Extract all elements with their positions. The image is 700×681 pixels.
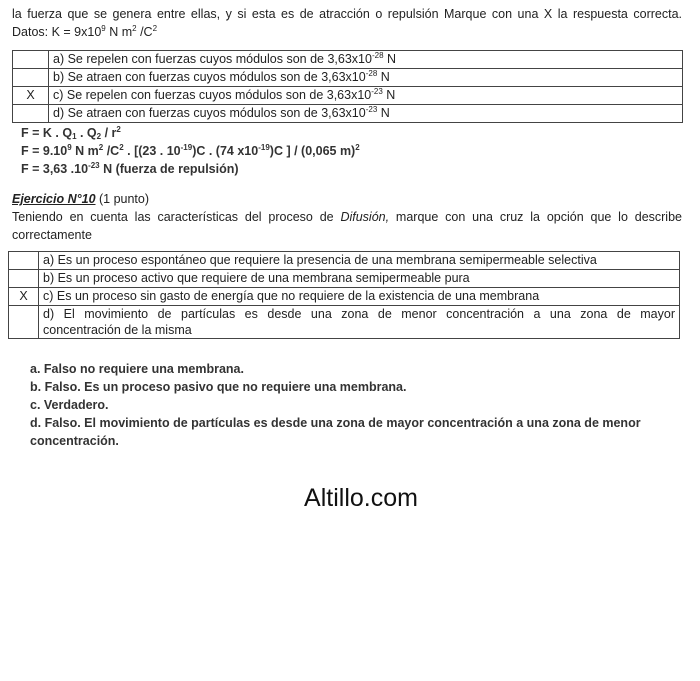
option-c[interactable]: c) Es un proceso sin gasto de energía que no requiere de la existencia de una membrana xyxy=(39,288,680,306)
table-row[interactable] xyxy=(9,306,680,339)
mark-cell[interactable] xyxy=(9,270,39,288)
options-table-1 xyxy=(12,50,683,123)
question-line: Teniendo en cuenta las características del proceso de Difusión, marque con una cruz la opción que lo describe xyxy=(12,210,682,224)
mark-cell[interactable] xyxy=(13,105,49,123)
table-row[interactable] xyxy=(13,51,683,69)
option-d[interactable]: d) Se atraen con fuerzas cuyos módulos son de $3,63x10^{-23}$ N xyxy=(49,105,683,123)
answer-d: d. Falso. El movimiento de partículas es desde una zona de mayor concentración a una zona de menor xyxy=(30,416,641,430)
table-row[interactable] xyxy=(9,270,680,288)
mark-cell[interactable]: X xyxy=(9,288,39,306)
datos-line: Datos: $K = 9x10^9$ N $m^2$ $/C^2$ xyxy=(12,24,158,39)
option-a[interactable]: a) Es un proceso espontáneo que requiere la presencia de una membrana semipermeable selectiva xyxy=(39,252,680,270)
option-b[interactable]: b) Es un proceso activo que requiere de una membrana semipermeable pura xyxy=(39,270,680,288)
mark-cell[interactable] xyxy=(13,69,49,87)
mark-cell[interactable] xyxy=(9,252,39,270)
exercise-title: Ejercicio N°10 xyxy=(12,192,96,206)
option-c[interactable]: c) Se repelen con fuerzas cuyos módulos son de $3,63x10^{-23}$ N xyxy=(49,87,683,105)
exercise-heading xyxy=(12,191,149,207)
result-line: F = 3,63 $.10^{-23}$ N (fuerza de repulsión) xyxy=(21,161,239,176)
mark-cell[interactable] xyxy=(9,306,39,339)
option-b[interactable]: b) Se atraen con fuerzas cuyos módulos son de $3,63x10^{-28}$ N xyxy=(49,69,683,87)
options-table-2 xyxy=(8,251,680,339)
table-row[interactable] xyxy=(9,252,680,270)
question-line-2: correctamente xyxy=(12,228,92,242)
calculation-line: $F = 9.10^9$ N $m^2$ $/C^2$ . [(23 . $10^{-19})C$ . (74 $x10^{-19})C$ ] / (0,065 m)$^2$ xyxy=(21,143,360,158)
watermark: Altillo.com xyxy=(304,484,418,512)
answer-a: a. Falso no requiere una membrana. xyxy=(30,362,244,376)
intro-line: la fuerza que se genera entre ellas, y si esta es de atracción o repulsión Marque con una X la respuesta correcta. xyxy=(12,7,682,21)
formula-line: F = K . $Q_1$ . $Q_2 / r^2$ xyxy=(21,125,121,141)
table-row[interactable] xyxy=(13,87,683,105)
answer-d-continued: concentración. xyxy=(30,434,119,448)
table-row[interactable] xyxy=(13,105,683,123)
table-row[interactable] xyxy=(13,69,683,87)
mark-cell[interactable]: X xyxy=(13,87,49,105)
option-d[interactable]: d) El movimiento de partículas es desde una zona de menor concentración a una zona de mayor concentración de la misma xyxy=(39,306,680,339)
table-row[interactable] xyxy=(9,288,680,306)
mark-cell[interactable] xyxy=(13,51,49,69)
answer-b: b. Falso. Es un proceso pasivo que no requiere una membrana. xyxy=(30,380,407,394)
exercise-points: (1 punto) xyxy=(95,192,150,206)
option-a[interactable]: a) Se repelen con fuerzas cuyos módulos son de $3,63x10^{-28}$ N xyxy=(49,51,683,69)
answer-c: c. Verdadero. xyxy=(30,398,109,412)
